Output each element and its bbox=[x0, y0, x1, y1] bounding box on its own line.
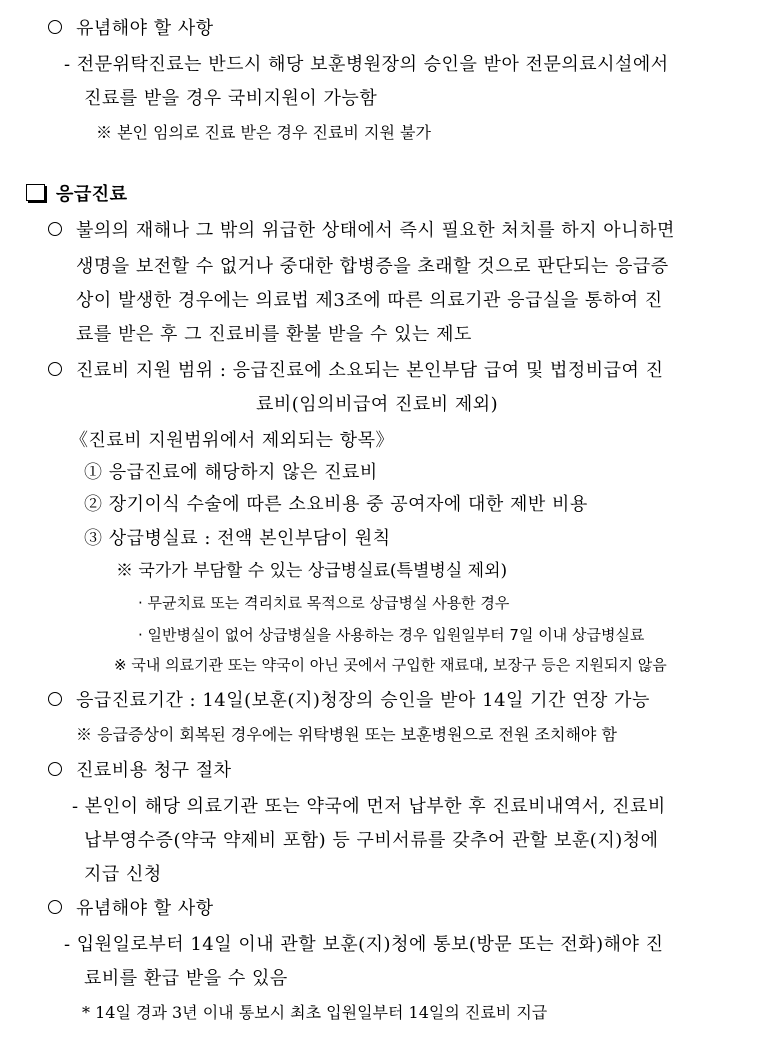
bullet-circle-icon bbox=[48, 900, 62, 914]
subheading: 진료비용 청구 절차 bbox=[76, 760, 232, 781]
bullet-circle-icon bbox=[48, 20, 62, 34]
note-line: * 14일 경과 3년 이내 통보시 최초 입원일부터 14일의 진료비 지급 bbox=[82, 1003, 548, 1022]
bullet-circle-icon bbox=[48, 222, 62, 236]
bullet-circle-icon bbox=[48, 362, 62, 376]
section-box-icon bbox=[26, 184, 45, 201]
paragraph-line: 응급진료기간 : 14일(보훈(지)청장의 승인을 받아 14일 기간 연장 가능 bbox=[76, 690, 650, 711]
paragraph-line bbox=[76, 216, 740, 242]
subheading: 유념해야 할 사항 bbox=[76, 18, 214, 39]
paragraph-line: 료비(임의비급여 진료비 제외) bbox=[256, 394, 499, 415]
dash-item-line: 료비를 환급 받을 수 있음 bbox=[84, 968, 288, 989]
subheading: 유념해야 할 사항 bbox=[76, 898, 214, 919]
section-title: 응급진료 bbox=[56, 184, 128, 205]
exclusion-item: ② 장기이식 수술에 따른 소요비용 중 공여자에 대한 제반 비용 bbox=[84, 494, 588, 515]
dash-item-line: - 전문위탁진료는 반드시 해당 보훈병원장의 승인을 받아 전문의료시설에서 bbox=[64, 54, 669, 75]
sub-item: · 무균치료 또는 격리치료 목적으로 상급병실 사용한 경우 bbox=[138, 594, 510, 612]
note-line: ※ 응급증상이 회복된 경우에는 위탁병원 또는 보훈병원으로 전원 조치해야 함 bbox=[76, 725, 617, 744]
exclusion-item: ① 응급진료에 해당하지 않은 진료비 bbox=[84, 462, 378, 483]
dash-item-line: 지급 신청 bbox=[84, 864, 162, 885]
paragraph-text: 불의의 재해나 그 밖의 위급한 상태에서 즉시 필요한 처치를 하지 아니하면 bbox=[76, 220, 675, 241]
note-line: ※ 본인 임의로 진료 받은 경우 진료비 지원 불가 bbox=[96, 123, 431, 142]
note-line: ※ 국가가 부담할 수 있는 상급병실료(특별병실 제외) bbox=[116, 561, 508, 581]
note-line: ※ 국내 의료기관 또는 약국이 아닌 곳에서 구입한 재료대, 보장구 등은 지원되지 않음 bbox=[114, 656, 667, 674]
paragraph-line: 상이 발생한 경우에는 의료법 제3조에 따른 의료기관 응급실을 통하여 진 bbox=[76, 290, 663, 311]
dash-item-line: 진료를 받을 경우 국비지원이 가능함 bbox=[84, 88, 378, 109]
exclusion-item: ③ 상급병실료 : 전액 본인부담이 원칙 bbox=[84, 528, 391, 549]
paragraph-line: 진료비 지원 범위 : 응급진료에 소요되는 본인부담 급여 및 법정비급여 진 bbox=[76, 360, 664, 381]
bullet-circle-icon bbox=[48, 692, 62, 706]
dash-item-line: - 입원일로부터 14일 이내 관할 보훈(지)청에 통보(방문 또는 전화)해야 진 bbox=[64, 934, 664, 955]
dash-item-line: - 본인이 해당 의료기관 또는 약국에 먼저 납부한 후 진료비내역서, 진료비 bbox=[72, 796, 666, 817]
paragraph-line: 료를 받은 후 그 진료비를 환불 받을 수 있는 제도 bbox=[76, 324, 472, 345]
exclusion-title: 《진료비 지원범위에서 제외되는 항목》 bbox=[70, 430, 394, 451]
dash-item-line: 납부영수증(약국 약제비 포함) 등 구비서류를 갖추어 관할 보훈(지)청에 bbox=[84, 830, 659, 851]
bullet-circle-icon bbox=[48, 762, 62, 776]
paragraph-line: 생명을 보전할 수 없거나 중대한 합병증을 초래할 것으로 판단되는 응급증 bbox=[76, 256, 669, 277]
sub-item: · 일반병실이 없어 상급병실을 사용하는 경우 입원일부터 7일 이내 상급병실료 bbox=[138, 626, 645, 644]
